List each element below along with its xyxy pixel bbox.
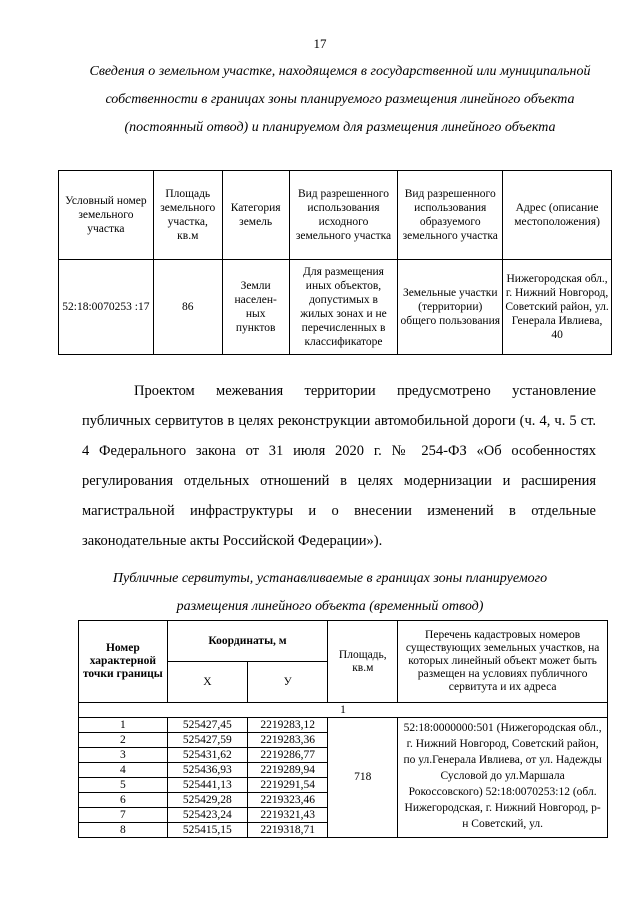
header-coordinates: Координаты, м bbox=[167, 621, 328, 662]
coord-y: 2219291,54 bbox=[248, 778, 328, 793]
header-y: У bbox=[248, 662, 328, 703]
coord-x: 525415,15 bbox=[167, 823, 247, 838]
coord-y: 2219286,77 bbox=[248, 748, 328, 763]
coord-x: 525436,93 bbox=[167, 763, 247, 778]
cell-land-category: Земли населен-ных пунктов bbox=[222, 260, 289, 355]
point-number: 4 bbox=[79, 763, 168, 778]
header-x: Х bbox=[167, 662, 247, 703]
point-number: 1 bbox=[79, 718, 168, 733]
coord-y: 2219321,43 bbox=[248, 808, 328, 823]
coord-y: 2219283,12 bbox=[248, 718, 328, 733]
table2-caption: Публичные сервитуты, устанавливаемые в границах зоны планируемого размещения линейного объекта (временный отвод) bbox=[112, 571, 548, 614]
coord-y: 2219289,94 bbox=[248, 763, 328, 778]
cell-plot-number: 52:18:0070253 :17 bbox=[59, 260, 154, 355]
coord-x: 525427,45 bbox=[167, 718, 247, 733]
header-source-use: Вид разрешенного использования исходного земельного участка bbox=[289, 171, 398, 260]
point-number: 3 bbox=[79, 748, 168, 763]
servitude-addresses: 52:18:0000000:501 (Нижегородская обл., г. Нижний Новгород, Советский район, по ул.Генерала Ивлиева, от ул. Надежды Сусловой до ул.Маршала Рокоссовского) 52:18:0070253:12 (обл. Нижегородская, г. Нижний Новгород, р-н Советский, ул. bbox=[398, 718, 608, 838]
point-number: 8 bbox=[79, 823, 168, 838]
land-plot-table bbox=[58, 170, 612, 355]
header-area: Площадь земельного участка, кв.м bbox=[153, 171, 222, 260]
header-cadastral-list: Перечень кадастровых номеров существующих земельных участков, на которых линейный объект может быть размещен на условиях публичного сервитута и их адреса bbox=[398, 621, 608, 703]
cell-address: Нижегородская обл., г. Нижний Новгород, Советский район, ул. Генерала Ивлиева, 40 bbox=[503, 260, 612, 355]
header-new-use: Вид разрешенного использования образуемого земельного участка bbox=[398, 171, 503, 260]
coord-x: 525431,62 bbox=[167, 748, 247, 763]
header-address: Адрес (описание местоположения) bbox=[503, 171, 612, 260]
point-number: 5 bbox=[79, 778, 168, 793]
table1-caption: Сведения о земельном участке, находящемся в государственной или муниципальной собственности в границах зоны планируемого размещения линейного объекта (постоянный отвод) и планируемом для размещения линейного объекта bbox=[89, 64, 591, 135]
coord-x: 525427,59 bbox=[167, 733, 247, 748]
page-number: 17 bbox=[313, 36, 327, 51]
servitude-area: 718 bbox=[328, 718, 398, 838]
table-row bbox=[79, 718, 608, 733]
servitude-table bbox=[78, 620, 608, 838]
coord-y: 2219323,46 bbox=[248, 793, 328, 808]
cell-new-use: Земельные участки (территории) общего пользования bbox=[398, 260, 503, 355]
point-number: 6 bbox=[79, 793, 168, 808]
cell-area: 86 bbox=[153, 260, 222, 355]
point-number: 7 bbox=[79, 808, 168, 823]
coord-y: 2219283,36 bbox=[248, 733, 328, 748]
header-land-category: Категория земель bbox=[222, 171, 289, 260]
coord-y: 2219318,71 bbox=[248, 823, 328, 838]
coord-x: 525441,13 bbox=[167, 778, 247, 793]
header-point-number: Номер характерной точки границы bbox=[79, 621, 168, 703]
coord-x: 525429,28 bbox=[167, 793, 247, 808]
header-plot-number: Условный номер земельного участка bbox=[59, 171, 154, 260]
paragraph-text: Проектом межевания территории предусмотрено установление публичных сервитутов в целях реконструкции автомобильной дороги (ч. 4, ч. 5 ст. 4 Федерального закона от 31 июля 2020 г. № 254-ФЗ «Об особенностях регулирования отдельных отношений в целях модернизации и расширения магистральной инфраструктуры и о внесении изменений в отдельные законодательные акты Российской Федерации»). bbox=[82, 383, 596, 549]
header-servitude-area: Площадь, кв.м bbox=[328, 621, 398, 703]
coord-x: 525423,24 bbox=[167, 808, 247, 823]
point-number: 2 bbox=[79, 733, 168, 748]
cell-source-use: Для размещения иных объектов, допустимых в жилых зонах и не перечисленных в классификаторе bbox=[289, 260, 398, 355]
body-paragraph bbox=[82, 376, 596, 556]
section-number: 1 bbox=[79, 703, 608, 718]
